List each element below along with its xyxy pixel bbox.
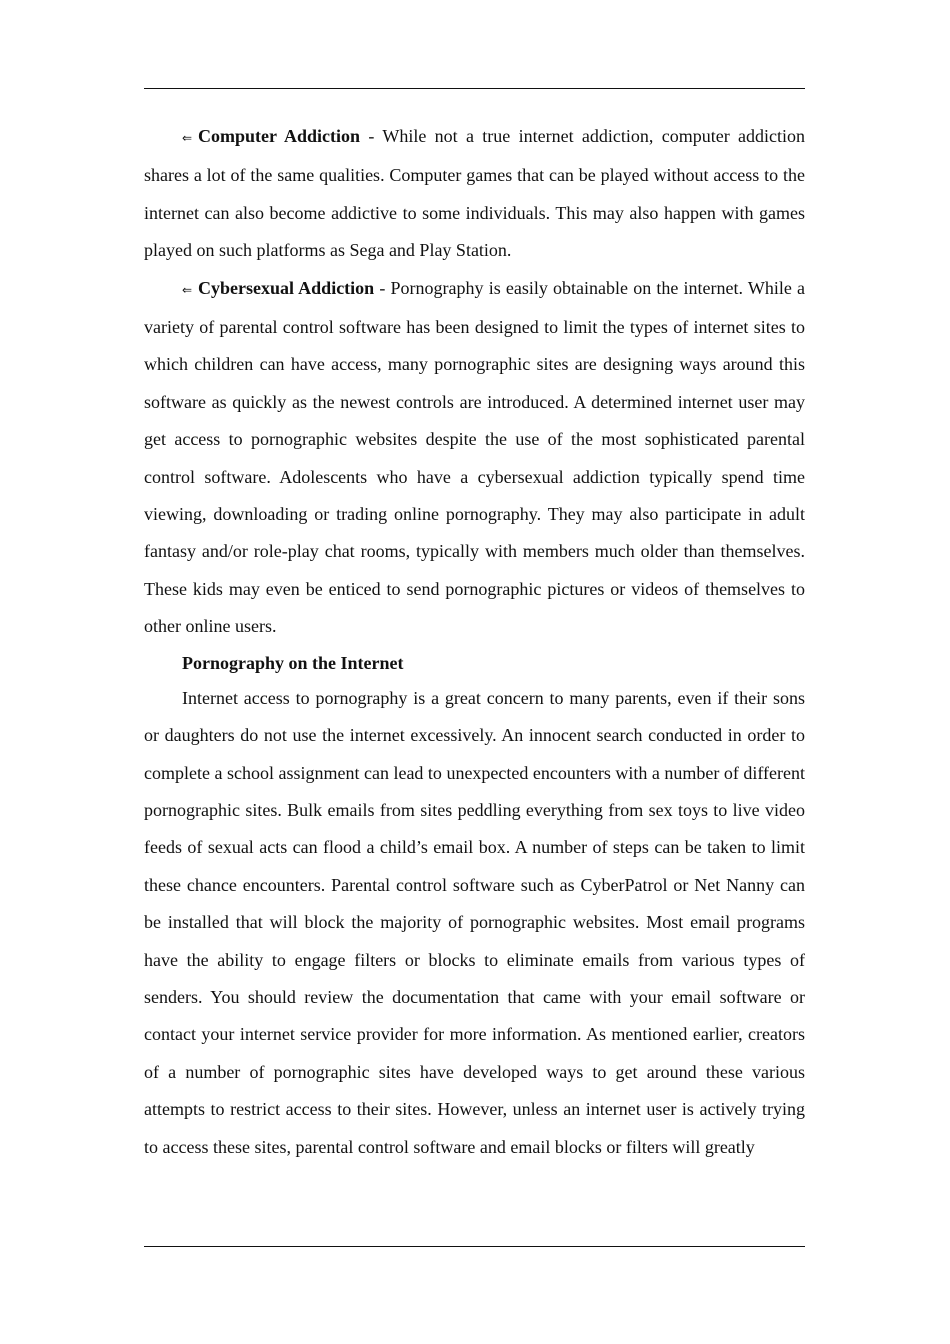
page-body (144, 118, 805, 1166)
header-rule (144, 88, 805, 89)
bullet-text: Pornography is easily obtainable on the internet. While a variety of parental control software has been designed to limit the types of internet sites to which children can have access, many pornographic sites are designing ways around this software as quickly as the newest controls are introduced. A determined internet user may get access to pornographic websites despite the use of the most sophisticated parental control software. Adolescents who have a cybersexual addiction typically spend time viewing, downloading or trading online pornography. They may also participate in adult fantasy and/or role-play chat rooms, typically with members much older than themselves. These kids may even be enticed to send pornographic pictures or videos of themselves to other online users. (144, 277, 805, 637)
left-arrow-icon: ⇐ (182, 282, 193, 297)
bullet-cybersexual-addiction (144, 270, 805, 646)
footer-rule (144, 1246, 805, 1247)
section-body: Internet access to pornography is a great concern to many parents, even if their sons or daughters do not use the internet excessively. An innocent search conducted in order to complete a school assignment can lead to unexpected encounters with a number of different pornographic sites. Bulk emails from sites peddling everything from sex toys to live video feeds of sexual acts can flood a child’s email box. A number of steps can be taken to limit these chance encounters. Parental control software such as CyberPatrol or Net Nanny can be installed that will block the majority of pornographic websites. Most email programs have the ability to engage filters or blocks to eliminate emails from various types of senders. You should review the documentation that came with your email software or contact your internet service provider for more information. As mentioned earlier, creators of a number of pornographic sites have developed ways to get around these various attempts to restrict access to their sites. However, unless an internet user is actively trying to access these sites, parental control software and email blocks or filters will greatly (144, 687, 805, 1157)
bullet-text: While not a true internet addiction, computer addiction shares a lot of the same qualities. Computer games that can be played without access to the internet can also become addictive to some individuals. This may also happen with games played on such platforms as Sega and Play Station. (144, 126, 805, 261)
bullet-separator: - (374, 277, 391, 298)
bullet-term: Computer Addiction (198, 126, 361, 146)
bullet-computer-addiction (144, 118, 805, 270)
left-arrow-icon: ⇐ (182, 131, 193, 145)
bullet-separator: - (360, 126, 383, 146)
section-heading: Pornography on the Internet (182, 652, 404, 673)
bullet-term: Cybersexual Addiction (198, 277, 375, 298)
